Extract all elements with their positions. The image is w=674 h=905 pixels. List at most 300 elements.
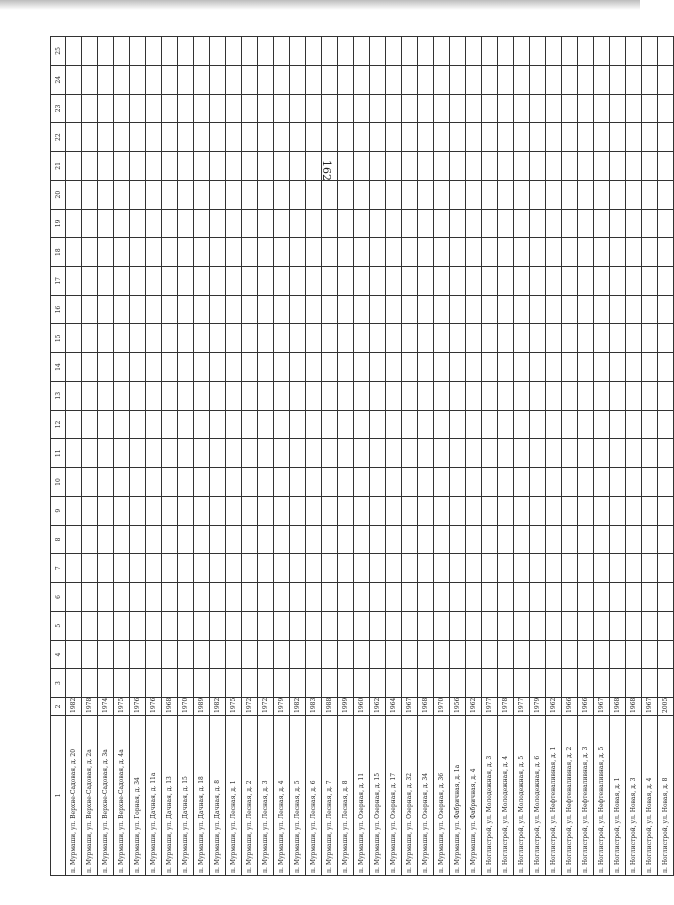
data-cell xyxy=(658,640,674,669)
data-cell xyxy=(546,669,562,698)
data-cell xyxy=(178,180,194,209)
data-cell xyxy=(290,669,306,698)
data-cell xyxy=(418,266,434,295)
data-cell xyxy=(450,525,466,554)
data-cell xyxy=(594,611,610,640)
data-cell xyxy=(114,439,130,468)
table-row xyxy=(482,37,498,876)
data-cell xyxy=(66,266,82,295)
table-row xyxy=(530,37,546,876)
data-cell xyxy=(578,65,594,94)
data-cell xyxy=(418,123,434,152)
data-cell xyxy=(322,180,338,209)
data-cell xyxy=(658,468,674,497)
data-cell xyxy=(114,611,130,640)
data-cell xyxy=(114,324,130,353)
data-cell xyxy=(402,554,418,583)
data-cell xyxy=(338,94,354,123)
table-row xyxy=(194,37,210,876)
data-cell xyxy=(626,525,642,554)
data-cell xyxy=(530,180,546,209)
data-cell xyxy=(450,640,466,669)
data-cell xyxy=(306,525,322,554)
data-cell xyxy=(482,611,498,640)
data-cell xyxy=(594,353,610,382)
data-cell xyxy=(386,238,402,267)
data-cell xyxy=(450,37,466,66)
data-cell xyxy=(274,439,290,468)
data-cell xyxy=(162,324,178,353)
data-cell xyxy=(306,238,322,267)
column-header: 10 xyxy=(51,468,66,497)
data-cell xyxy=(242,94,258,123)
address-cell: п. Ноглистрой, ул. Новая, д. 8 xyxy=(658,716,674,876)
data-cell xyxy=(162,381,178,410)
data-cell xyxy=(82,468,98,497)
data-cell xyxy=(402,381,418,410)
data-cell xyxy=(114,37,130,66)
data-cell xyxy=(450,238,466,267)
data-cell xyxy=(162,123,178,152)
data-cell xyxy=(194,439,210,468)
data-cell xyxy=(434,65,450,94)
data-cell xyxy=(594,238,610,267)
data-cell xyxy=(82,324,98,353)
data-cell xyxy=(466,525,482,554)
data-cell xyxy=(578,295,594,324)
data-cell xyxy=(482,123,498,152)
data-cell xyxy=(130,669,146,698)
data-cell xyxy=(514,37,530,66)
data-cell xyxy=(130,583,146,612)
data-cell xyxy=(258,94,274,123)
year-cell: 1962 xyxy=(370,698,386,716)
address-cell: п. Ноглистрой, ул. Новая, д. 1 xyxy=(610,716,626,876)
data-cell xyxy=(482,525,498,554)
data-cell xyxy=(370,611,386,640)
data-cell xyxy=(418,410,434,439)
address-cell: п. Ноглистрой, ул. Молодежная, д. 5 xyxy=(514,716,530,876)
data-cell xyxy=(450,410,466,439)
data-cell xyxy=(594,640,610,669)
data-cell xyxy=(114,554,130,583)
data-cell xyxy=(466,439,482,468)
data-cell xyxy=(146,496,162,525)
data-cell xyxy=(290,468,306,497)
data-cell xyxy=(642,152,658,181)
data-cell xyxy=(658,611,674,640)
data-cell xyxy=(402,123,418,152)
data-cell xyxy=(434,266,450,295)
address-cell: п. Мурмаши, ул. Лесная, д. 5 xyxy=(290,716,306,876)
data-cell xyxy=(626,152,642,181)
data-cell xyxy=(498,37,514,66)
data-cell xyxy=(66,583,82,612)
data-cell xyxy=(498,496,514,525)
data-cell xyxy=(194,496,210,525)
data-cell xyxy=(402,238,418,267)
data-cell xyxy=(306,554,322,583)
data-cell xyxy=(146,94,162,123)
data-cell xyxy=(562,37,578,66)
data-cell xyxy=(514,94,530,123)
data-cell xyxy=(418,324,434,353)
data-cell xyxy=(194,669,210,698)
data-cell xyxy=(610,439,626,468)
data-cell xyxy=(530,324,546,353)
data-cell xyxy=(194,640,210,669)
data-cell xyxy=(498,295,514,324)
data-cell xyxy=(642,611,658,640)
data-cell xyxy=(546,640,562,669)
year-cell: 1978 xyxy=(498,698,514,716)
column-header: 23 xyxy=(51,94,66,123)
data-cell xyxy=(642,640,658,669)
data-cell xyxy=(258,410,274,439)
data-cell xyxy=(434,381,450,410)
data-cell xyxy=(82,554,98,583)
data-cell xyxy=(146,410,162,439)
data-cell xyxy=(434,496,450,525)
data-cell xyxy=(258,640,274,669)
data-cell xyxy=(370,123,386,152)
year-cell: 1972 xyxy=(242,698,258,716)
data-cell xyxy=(194,583,210,612)
data-cell xyxy=(290,525,306,554)
data-cell xyxy=(514,468,530,497)
data-cell xyxy=(530,37,546,66)
data-cell xyxy=(354,94,370,123)
data-cell xyxy=(562,410,578,439)
data-cell xyxy=(290,65,306,94)
data-cell xyxy=(658,123,674,152)
data-cell xyxy=(498,468,514,497)
data-cell xyxy=(114,669,130,698)
data-cell xyxy=(322,209,338,238)
data-cell xyxy=(530,439,546,468)
column-header: 20 xyxy=(51,180,66,209)
column-header: 1 xyxy=(51,716,66,876)
data-cell xyxy=(578,496,594,525)
data-cell xyxy=(354,180,370,209)
data-cell xyxy=(498,525,514,554)
data-cell xyxy=(482,669,498,698)
data-cell xyxy=(402,152,418,181)
data-cell xyxy=(386,37,402,66)
data-cell xyxy=(642,410,658,439)
data-cell xyxy=(562,439,578,468)
data-cell xyxy=(306,123,322,152)
data-cell xyxy=(498,180,514,209)
data-cell xyxy=(66,353,82,382)
data-cell xyxy=(322,94,338,123)
data-cell xyxy=(658,525,674,554)
data-cell xyxy=(290,353,306,382)
data-cell xyxy=(546,123,562,152)
data-cell xyxy=(114,266,130,295)
data-cell xyxy=(82,611,98,640)
table-row xyxy=(594,37,610,876)
data-cell xyxy=(338,640,354,669)
year-cell: 1977 xyxy=(482,698,498,716)
data-cell xyxy=(194,295,210,324)
data-cell xyxy=(338,525,354,554)
column-header: 7 xyxy=(51,554,66,583)
data-cell xyxy=(562,468,578,497)
data-cell xyxy=(338,381,354,410)
data-cell xyxy=(274,324,290,353)
data-cell xyxy=(514,640,530,669)
table-row xyxy=(258,37,274,876)
data-cell xyxy=(610,324,626,353)
data-cell xyxy=(642,496,658,525)
data-cell xyxy=(130,554,146,583)
data-cell xyxy=(578,439,594,468)
data-cell xyxy=(194,152,210,181)
data-cell xyxy=(114,209,130,238)
data-cell xyxy=(642,94,658,123)
data-cell xyxy=(306,496,322,525)
data-cell xyxy=(610,640,626,669)
data-cell xyxy=(146,439,162,468)
column-header: 14 xyxy=(51,353,66,382)
data-cell xyxy=(434,238,450,267)
data-cell xyxy=(402,295,418,324)
year-cell: 1978 xyxy=(82,698,98,716)
data-cell xyxy=(210,611,226,640)
data-cell xyxy=(594,468,610,497)
address-cell: п. Мурмаши, ул. Горная, д. 34 xyxy=(130,716,146,876)
data-cell xyxy=(418,611,434,640)
data-cell xyxy=(370,37,386,66)
address-cell: п. Ноглистрой, ул. Нефтеналивная, д. 3 xyxy=(578,716,594,876)
data-cell xyxy=(498,94,514,123)
data-cell xyxy=(642,123,658,152)
data-cell xyxy=(290,123,306,152)
data-cell xyxy=(514,152,530,181)
data-cell xyxy=(498,152,514,181)
data-cell xyxy=(290,583,306,612)
data-cell xyxy=(226,496,242,525)
year-cell: 1983 xyxy=(306,698,322,716)
data-cell xyxy=(98,238,114,267)
data-cell xyxy=(162,669,178,698)
year-cell: 1967 xyxy=(642,698,658,716)
data-cell xyxy=(226,640,242,669)
data-cell xyxy=(274,353,290,382)
data-cell xyxy=(354,669,370,698)
data-cell xyxy=(178,152,194,181)
data-cell xyxy=(338,439,354,468)
data-cell xyxy=(386,324,402,353)
data-cell xyxy=(162,554,178,583)
data-cell xyxy=(530,209,546,238)
address-cell: п. Ноглистрой, ул. Молодежная, д. 6 xyxy=(530,716,546,876)
data-cell xyxy=(434,525,450,554)
data-cell xyxy=(162,152,178,181)
data-cell xyxy=(130,525,146,554)
data-cell xyxy=(226,468,242,497)
data-cell xyxy=(546,37,562,66)
data-cell xyxy=(98,410,114,439)
data-cell xyxy=(258,152,274,181)
data-cell xyxy=(434,123,450,152)
address-cell: п. Ноглистрой, ул. Нефтеналивная, д. 5 xyxy=(594,716,610,876)
data-cell xyxy=(306,439,322,468)
address-cell: п. Мурмаши, ул. Фабричная, д. 1а xyxy=(450,716,466,876)
data-cell xyxy=(354,324,370,353)
data-cell xyxy=(178,238,194,267)
data-cell xyxy=(322,238,338,267)
data-cell xyxy=(434,611,450,640)
data-cell xyxy=(386,468,402,497)
table-row xyxy=(82,37,98,876)
data-cell xyxy=(178,468,194,497)
address-cell: п. Мурмаши, ул. Озерная, д. 36 xyxy=(434,716,450,876)
data-cell xyxy=(386,381,402,410)
data-cell xyxy=(146,381,162,410)
data-cell xyxy=(450,180,466,209)
data-cell xyxy=(130,353,146,382)
data-cell xyxy=(642,238,658,267)
data-cell xyxy=(626,295,642,324)
data-cell xyxy=(146,583,162,612)
data-cell xyxy=(594,525,610,554)
data-cell xyxy=(210,439,226,468)
data-cell xyxy=(466,669,482,698)
data-cell xyxy=(482,238,498,267)
year-cell: 1968 xyxy=(610,698,626,716)
data-cell xyxy=(370,669,386,698)
year-cell: 1967 xyxy=(594,698,610,716)
data-cell xyxy=(530,94,546,123)
data-cell xyxy=(498,583,514,612)
data-cell xyxy=(354,439,370,468)
data-cell xyxy=(338,468,354,497)
data-cell xyxy=(130,324,146,353)
data-cell xyxy=(98,381,114,410)
table-row xyxy=(66,37,82,876)
data-cell xyxy=(498,123,514,152)
data-cell xyxy=(610,669,626,698)
data-cell xyxy=(354,381,370,410)
data-cell xyxy=(434,295,450,324)
year-cell: 1979 xyxy=(530,698,546,716)
data-cell xyxy=(514,583,530,612)
table-row xyxy=(418,37,434,876)
column-header: 18 xyxy=(51,238,66,267)
data-cell xyxy=(322,583,338,612)
data-cell xyxy=(98,554,114,583)
data-cell xyxy=(226,65,242,94)
table-row xyxy=(226,37,242,876)
data-cell xyxy=(114,381,130,410)
data-cell xyxy=(498,410,514,439)
data-cell xyxy=(418,37,434,66)
data-cell xyxy=(386,209,402,238)
data-cell xyxy=(386,353,402,382)
data-cell xyxy=(562,65,578,94)
data-cell xyxy=(578,583,594,612)
data-cell xyxy=(626,353,642,382)
data-cell xyxy=(98,496,114,525)
data-cell xyxy=(578,640,594,669)
data-cell xyxy=(530,410,546,439)
data-cell xyxy=(242,295,258,324)
data-cell xyxy=(466,238,482,267)
data-cell xyxy=(450,611,466,640)
data-cell xyxy=(274,94,290,123)
data-cell xyxy=(546,583,562,612)
data-cell xyxy=(514,295,530,324)
data-cell xyxy=(514,180,530,209)
data-cell xyxy=(322,554,338,583)
data-cell xyxy=(242,640,258,669)
data-cell xyxy=(434,37,450,66)
address-cell: п. Мурмаши, ул. Дачная, д. 11а xyxy=(146,716,162,876)
data-cell xyxy=(562,554,578,583)
data-cell xyxy=(66,554,82,583)
data-cell xyxy=(338,295,354,324)
data-cell xyxy=(386,94,402,123)
data-cell xyxy=(594,324,610,353)
data-cell xyxy=(610,123,626,152)
data-cell xyxy=(306,94,322,123)
data-cell xyxy=(386,123,402,152)
data-cell xyxy=(370,65,386,94)
data-cell xyxy=(530,669,546,698)
data-cell xyxy=(466,37,482,66)
data-cell xyxy=(562,583,578,612)
data-cell xyxy=(162,295,178,324)
data-cell xyxy=(274,583,290,612)
data-cell xyxy=(562,381,578,410)
data-cell xyxy=(626,611,642,640)
data-cell xyxy=(434,180,450,209)
data-cell xyxy=(514,439,530,468)
data-cell xyxy=(578,209,594,238)
data-cell xyxy=(306,209,322,238)
data-cell xyxy=(242,410,258,439)
data-cell xyxy=(450,496,466,525)
data-cell xyxy=(530,295,546,324)
year-cell: 1975 xyxy=(226,698,242,716)
data-cell xyxy=(258,37,274,66)
data-cell xyxy=(338,410,354,439)
data-cell xyxy=(578,381,594,410)
data-cell xyxy=(306,353,322,382)
data-cell xyxy=(498,324,514,353)
data-cell xyxy=(546,180,562,209)
year-cell: 1982 xyxy=(210,698,226,716)
data-cell xyxy=(178,65,194,94)
data-cell xyxy=(546,410,562,439)
data-cell xyxy=(418,238,434,267)
data-cell xyxy=(258,611,274,640)
column-header: 25 xyxy=(51,37,66,66)
data-cell xyxy=(338,209,354,238)
data-cell xyxy=(226,180,242,209)
year-cell: 1960 xyxy=(354,698,370,716)
table-row xyxy=(354,37,370,876)
data-cell xyxy=(610,94,626,123)
column-header: 11 xyxy=(51,439,66,468)
data-cell xyxy=(482,554,498,583)
data-cell xyxy=(514,611,530,640)
data-cell xyxy=(178,669,194,698)
data-cell xyxy=(210,238,226,267)
data-cell xyxy=(562,209,578,238)
